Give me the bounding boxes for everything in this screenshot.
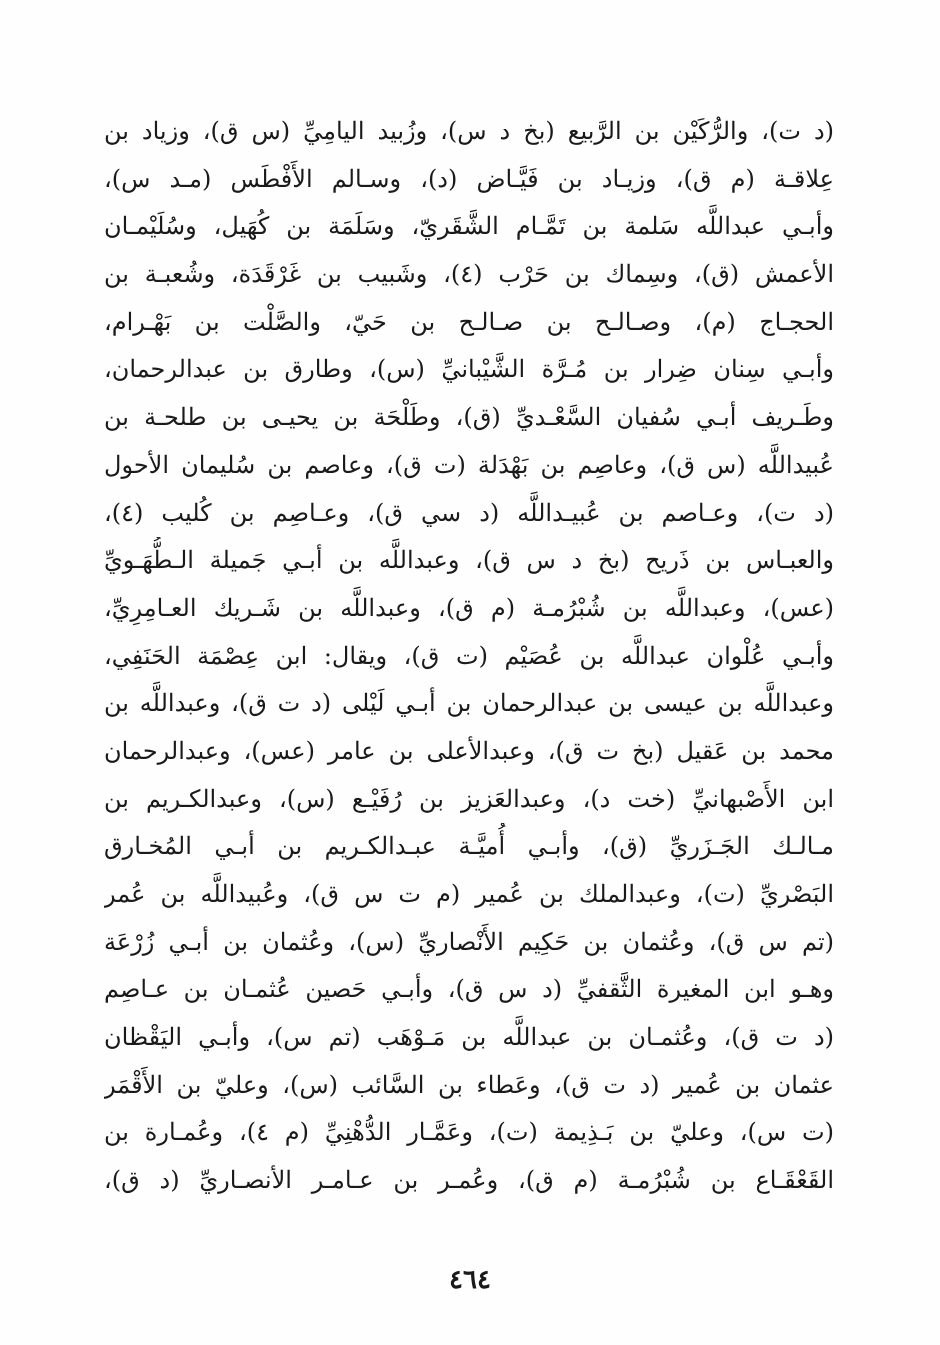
text-line: عثمان بن عُمير (د ت ق)، وعَطاء بن السَّائب (س)، وعليّ بن الأَقْمَر (104, 1070, 834, 1099)
text-line: (د ت ق)، وعُثمـان بن عبداللَّه بن مَـوْهَب (تم س)، وأبـي اليَقْظان (104, 1023, 834, 1052)
text-line: عِلاقـة (م ق)، وزيـاد بن فَيَّـاض (د)، وسـالم الأَفْطَس (مـد س)، (104, 164, 834, 193)
body-text (104, 108, 834, 1205)
text-line: (د ت)، والرُّكَيْن بن الرَّبيع (بخ د س)، وزُبيد اليامِيِّ (س ق)، وزياد بن (104, 117, 834, 145)
text-line: وأبـي عُلْوان عبداللَّه بن عُصَيْم (ت ق)، ويقال: ابن عِصْمَة الحَنَفِي، (104, 641, 834, 670)
text-line: الحجـاج (م)، وصـالـح بن صـالـح بن حَيّ، والصَّلْت بن بَهْـرام، (104, 307, 834, 336)
page-number: ٤٦٤ (449, 1265, 491, 1295)
text-line: وهـو ابن المغيرة الثَّقفيِّ (د س ق)، وأبـي حَصين عُثمـان بن عـاصِم (104, 975, 834, 1004)
text-line: (تم س ق)، وعُثمان بن حَكِيم الأَنْصاريِّ (س)، وعُثمان بن أبـي زُرْعَة (104, 927, 834, 956)
text-line: القَعْقَـاع بن شُبْرُمـة (م ق)، وعُمـر بن عـامـر الأنصـاريِّ (د ق)، (104, 1166, 834, 1195)
text-line: ابن الأَصْبهانيِّ (خت د)، وعبدالعَزيز بن رُفَيْـع (س)، وعبدالكـريم بن (104, 784, 834, 813)
text-line: (عس)، وعبداللَّه بن شُبْرُمـة (م ق)، وعبداللَّه بن شَـريك العـامِرِيِّ، (104, 593, 834, 622)
text-line: وأبـي سِنان ضِرار بن مُـرَّة الشَّيْبانيِّ (س)، وطارق بن عبدالرحمان، (104, 355, 834, 384)
text-line: مـالـك الجَـزَريِّ (ق)، وأبـي أُميَّـة عبـدالكـريم بن أبـي المُخـارق (104, 832, 834, 861)
text-line: عُبيداللَّه (س ق)، وعاصِم بن بَهْدَلة (ت ق)، وعاصم بن سُليمان الأحول (104, 450, 834, 479)
text-line: وطَـريف أبـي سُفيان السَّعْـديِّ (ق)، وطَلْحَة بن يحيـى بن طلحـة بن (104, 403, 834, 432)
text-line: محمد بن عَقيل (بخ ت ق)، وعبدالأعلى بن عامر (عس)، وعبدالرحمان (104, 736, 834, 765)
text-line: وأبـي عبداللَّه سَلمة بن تَمَّـام الشَّقَريّ، وسَلَمَة بن كُهَيل، وسُلَيْمـان (104, 212, 834, 241)
text-line: وعبداللَّه بن عيسى بن عبدالرحمان بن أبـي لَيْلى (د ت ق)، وعبداللَّه بن (104, 689, 834, 718)
text-line: (د ت)، وعـاصم بن عُبيـداللَّه (د سي ق)، وعـاصِم بن كُليب (٤)، (104, 498, 834, 527)
text-line: الأعمش (ق)، وسِماك بن حَرْب (٤)، وشَبيب بن غَرْقَدَة، وشُعبـة بن (104, 260, 834, 289)
text-line: البَصْريِّ (ت)، وعبدالملك بن عُمير (م ت س ق)، وعُبيداللَّه بن عُمر (104, 880, 834, 908)
text-line: (ت س)، وعليّ بن بَـذِيمة (ت)، وعَمَّـار الدُّهْنِيِّ (م ٤)، وعُمـارة بن (104, 1118, 834, 1147)
text-line: والعبـاس بن ذَريح (بخ د س ق)، وعبداللَّه بن أبـي جَميلة الـطُّهَـويِّ (104, 546, 834, 575)
